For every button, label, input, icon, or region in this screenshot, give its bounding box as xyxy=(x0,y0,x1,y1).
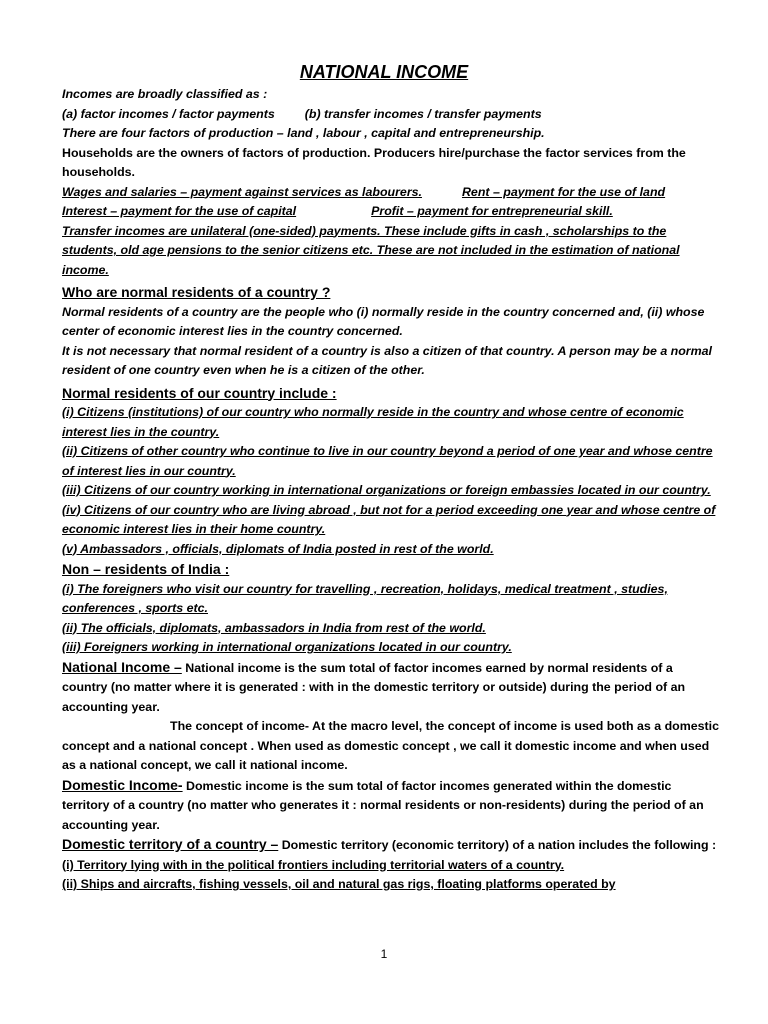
list-item: (ii) The officials, diplomats, ambassadors in India from rest of the world. xyxy=(62,620,486,635)
domestic-income-definition: Domestic income is the sum total of factor incomes generated within the domestic territory of a country (no matter who generates it : normal residents or non-residents) during the period of an accounting year. xyxy=(62,778,704,832)
section-heading-national-income: National Income – xyxy=(62,658,182,675)
wages-text: Wages and salaries – payment against services as labourers. xyxy=(62,184,422,199)
section-heading-domestic-income: Domestic Income- xyxy=(62,776,183,793)
section-heading-include: Normal residents of our country include : xyxy=(62,384,337,401)
page-title: NATIONAL INCOME xyxy=(299,62,469,82)
intro-classification xyxy=(62,105,720,125)
list-item: (ii) Ships and aircrafts, fishing vessels, oil and natural gas rigs, floating platforms operated by xyxy=(62,877,616,891)
intro-line: Incomes are broadly classified as : xyxy=(62,87,268,101)
list-item: (i) Territory lying with in the political frontiers including territorial waters of a country. xyxy=(62,857,565,872)
document-body xyxy=(62,85,720,895)
transfer-incomes-text: (b) transfer incomes / transfer payments xyxy=(304,106,542,121)
section-heading-normal-residents: Who are normal residents of a country ? xyxy=(62,284,331,300)
list-item: (iii) Citizens of our country working in international organizations or foreign embassies located in our country. xyxy=(62,483,711,497)
normal-residents-citizenship: It is not necessary that normal resident of a country is also a citizen of that country. A person may be a normal resident of one country even when he is a citizen of the other. xyxy=(62,343,712,377)
domestic-income-paragraph xyxy=(62,776,720,836)
wages-rent-line xyxy=(62,183,720,203)
list-item: (iv) Citizens of our country who are living abroad , but not for a period exceeding one year and whose centre of economic interest lies in their home country. xyxy=(62,502,716,536)
list-item: (v) Ambassadors , officials, diplomats of India posted in rest of the world. xyxy=(62,541,494,556)
page-number: 1 xyxy=(380,947,388,961)
national-income-paragraph xyxy=(62,658,720,718)
normal-residents-definition: Normal residents of a country are the people who (i) normally reside in the country concerned and, (ii) whose center of economic interest lies in the country concerned. xyxy=(62,304,705,338)
transfer-incomes-paragraph: Transfer incomes are unilateral (one-sided) payments. These include gifts in cash , scholarships to the students, old age pensions to the senior citizens etc. These are not included in the estimation of national income. xyxy=(62,223,680,277)
interest-text: Interest – payment for the use of capital xyxy=(62,204,297,218)
interest-profit-line xyxy=(62,202,720,222)
list-item: (i) Citizens (institutions) of our country who normally reside in the country and whose centre of economic interest lies in the country. xyxy=(62,405,684,439)
section-heading-non-residents: Non – residents of India : xyxy=(62,561,230,577)
factors-of-production-text: There are four factors of production – land , labour , capital and entrepreneurship. xyxy=(62,126,545,140)
rent-text: Rent – payment for the use of land xyxy=(461,184,666,199)
list-item: (iii) Foreigners working in international organizations located in our country. xyxy=(62,640,512,654)
factor-incomes-text: (a) factor incomes / factor payments xyxy=(62,106,275,121)
domestic-territory-definition: Domestic territory (economic territory) of a nation includes the following : xyxy=(278,838,717,852)
households-text: Households are the owners of factors of production. Producers hire/purchase the factor services from the households. xyxy=(62,145,686,179)
section-heading-domestic-territory: Domestic territory of a country – xyxy=(62,836,279,852)
income-concept-paragraph: The concept of income- At the macro level, the concept of income is used both as a domestic concept and a national concept . When used as domestic concept , we call it domestic income and when used as a national concept, we call it national income. xyxy=(62,719,719,772)
domestic-territory-paragraph xyxy=(62,835,720,856)
national-income-definition: National income is the sum total of factor incomes earned by normal residents of a country (no matter where it is generated : with in the domestic territory or outside) during the period of an accounting year. xyxy=(62,660,686,714)
list-item: (ii) Citizens of other country who continue to live in our country beyond a period of one year and whose centre of interest lies in our country. xyxy=(62,444,713,478)
profit-text: Profit – payment for entrepreneurial skill. xyxy=(371,204,613,218)
list-item: (i) The foreigners who visit our country for travelling , recreation, holidays, medical treatment , studies, conferences , sports etc. xyxy=(62,581,668,615)
